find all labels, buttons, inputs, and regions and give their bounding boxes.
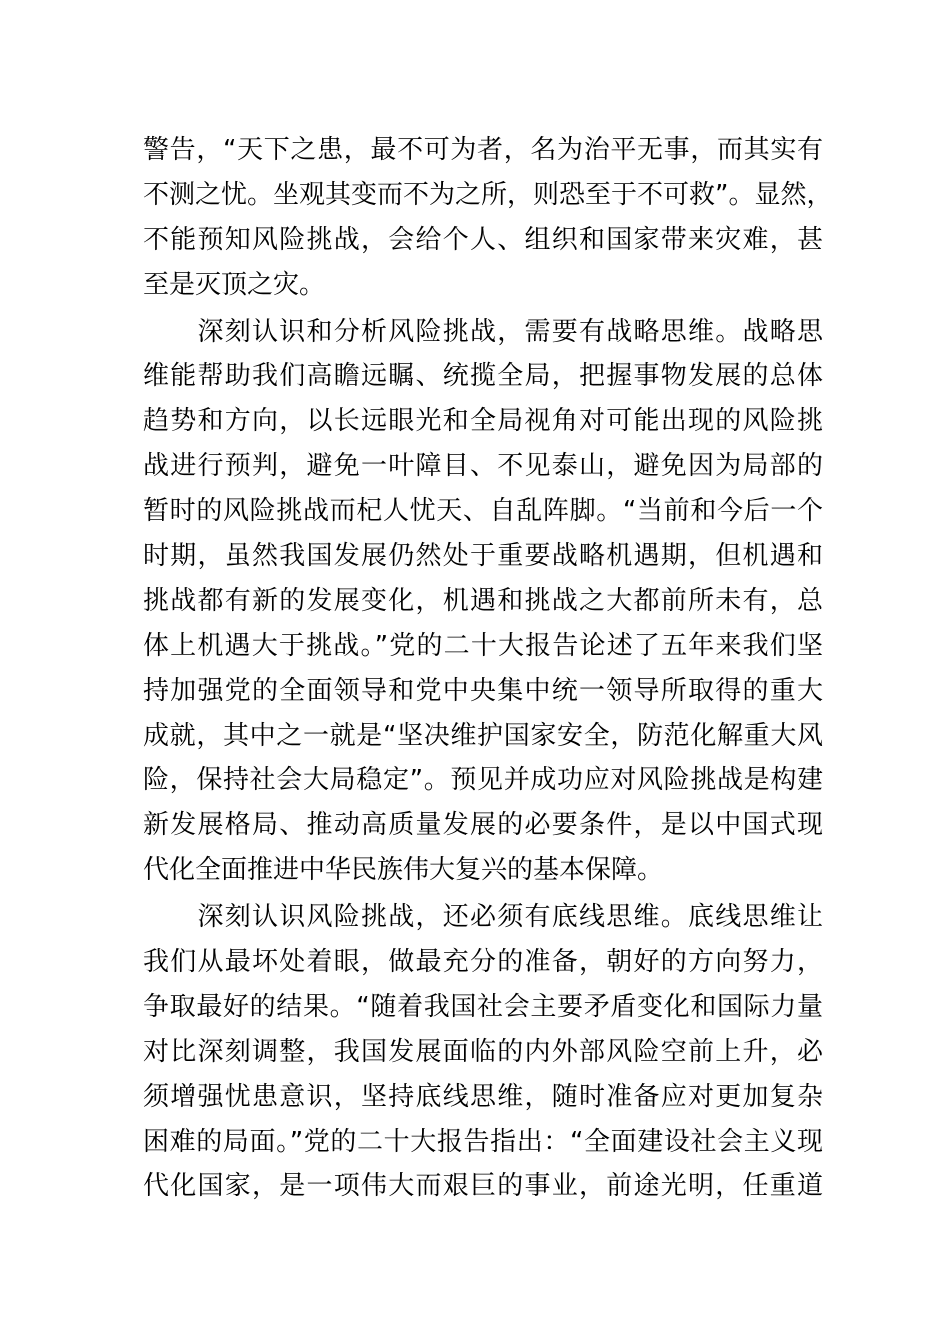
paragraph-2 xyxy=(143,310,823,894)
text-line: 新发展格局、推动高质量发展的必要条件，是以中国式现 xyxy=(143,810,823,841)
text-line: 趋势和方向，以长远眼光和全局视角对可能出现的风险挑 xyxy=(143,406,823,437)
text-line: 困难的局面。”党的二十大报告指出：“全面建设社会主义现 xyxy=(143,1126,823,1157)
text-line: 我们从最坏处着眼，做最充分的准备，朝好的方向努力， xyxy=(143,947,823,978)
text-line: 对比深刻调整，我国发展面临的内外部风险空前上升，必 xyxy=(143,1036,823,1067)
paragraph-3 xyxy=(143,895,823,1209)
document-body xyxy=(143,128,833,1209)
text-line: 不测之忧。坐观其变而不为之所，则恐至于不可救”。显然， xyxy=(143,179,833,210)
text-line: 成就，其中之一就是“坚决维护国家安全，防范化解重大风 xyxy=(143,720,823,751)
text-line: 深刻认识风险挑战，还必须有底线思维。底线思维让 xyxy=(143,902,823,933)
text-line: 不能预知风险挑战，会给个人、组织和国家带来灾难，甚 xyxy=(143,224,823,255)
text-line: 警告，“天下之患，最不可为者，名为治平无事，而其实有 xyxy=(143,135,823,165)
text-line: 争取最好的结果。“随着我国社会主要矛盾变化和国际力量 xyxy=(143,991,823,1022)
text-line: 维能帮助我们高瞻远瞩、统揽全局，把握事物发展的总体 xyxy=(143,361,823,392)
text-line: 战进行预判，避免一叶障目、不见泰山，避免因为局部的 xyxy=(143,451,823,482)
text-line: 须增强忧患意识，坚持底线思维，随时准备应对更加复杂 xyxy=(143,1081,823,1112)
text-line: 险，保持社会大局稳定”。预见并成功应对风险挑战是构建 xyxy=(143,765,823,796)
text-line: 深刻认识和分析风险挑战，需要有战略思维。战略思 xyxy=(143,316,823,347)
text-line: 暂时的风险挑战而杞人忧天、自乱阵脚。“当前和今后一个 xyxy=(143,496,823,527)
text-line: 持加强党的全面领导和党中央集中统一领导所取得的重大 xyxy=(143,675,823,706)
text-line: 挑战都有新的发展变化，机遇和挑战之大都前所未有，总 xyxy=(143,585,823,616)
text-line: 代化国家，是一项伟大而艰巨的事业，前途光明，任重道 xyxy=(143,1171,823,1202)
text-line: 至是灭顶之灾。 xyxy=(143,269,326,300)
text-line: 时期，虽然我国发展仍然处于重要战略机遇期，但机遇和 xyxy=(143,541,823,572)
paragraph-1 xyxy=(143,128,833,308)
text-line: 体上机遇大于挑战。”党的二十大报告论述了五年来我们坚 xyxy=(143,630,823,661)
text-line: 代化全面推进中华民族伟大复兴的基本保障。 xyxy=(143,855,664,886)
